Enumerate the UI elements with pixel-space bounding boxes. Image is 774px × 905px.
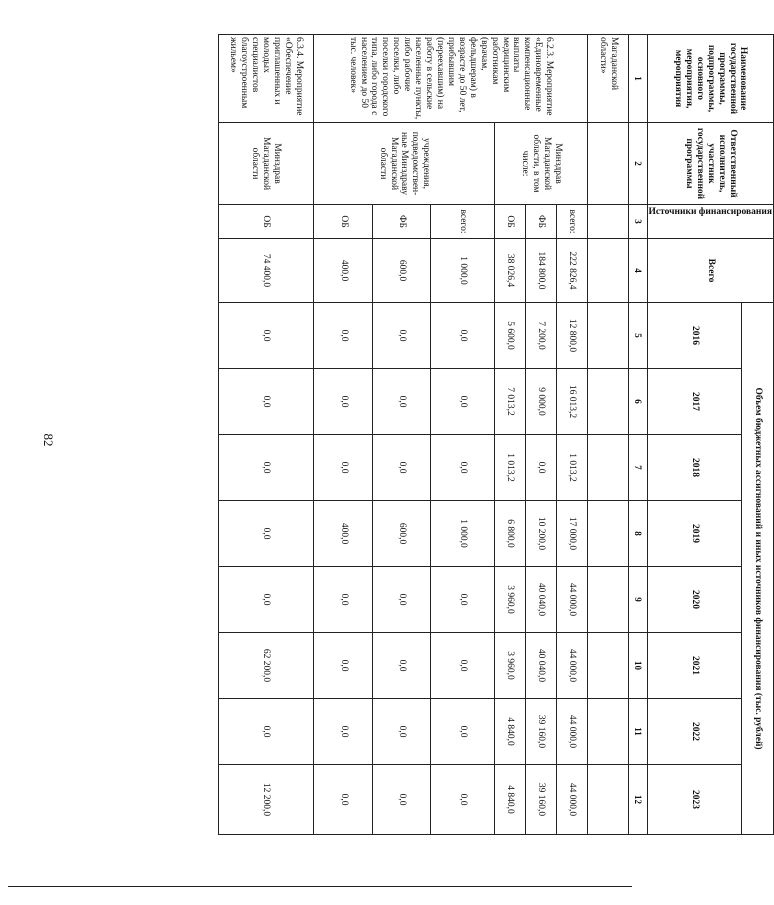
cell-value: [588, 501, 629, 567]
cell-value: 600,0: [373, 501, 430, 567]
row-executor: учреждения, подведомствен-ные Минздраву Магаданской области: [313, 123, 494, 205]
cell-value: 44 000,0: [557, 567, 588, 633]
row-source: ОБ: [218, 205, 313, 239]
cell-value: 0,0: [218, 501, 313, 567]
cell-value: [588, 435, 629, 501]
cell-value: 40 040,0: [526, 567, 557, 633]
funding-table: [218, 34, 774, 835]
cell-value: 0,0: [526, 435, 557, 501]
header-name: Наименование государственной программы, подпрограммы, основного мероприятия, мероприятия: [647, 35, 773, 123]
cell-value: 222 826,4: [557, 239, 588, 303]
rotated-table-container: [226, 34, 774, 834]
cell-value: 10 200,0: [526, 501, 557, 567]
column-number: 5: [628, 303, 647, 369]
row-source: ФБ: [373, 205, 430, 239]
cell-value: 44 000,0: [557, 765, 588, 835]
cell-value: 0,0: [218, 435, 313, 501]
row-executor: Минздрав Магаданской области: [218, 123, 313, 205]
header-year: 2019: [647, 501, 741, 567]
cell-value: 7 013,2: [495, 369, 526, 435]
row-source: всего:: [430, 205, 494, 239]
column-number: 1: [628, 35, 647, 123]
column-number: 4: [628, 239, 647, 303]
cell-value: 12 200,0: [218, 765, 313, 835]
cell-value: 1 000,0: [430, 239, 494, 303]
cell-value: 0,0: [430, 303, 494, 369]
cell-value: 0,0: [373, 567, 430, 633]
cell-value: 0,0: [373, 303, 430, 369]
column-number: 11: [628, 699, 647, 765]
header-year: 2020: [647, 567, 741, 633]
cell-value: [588, 699, 629, 765]
cell-value: 0,0: [313, 765, 373, 835]
cell-value: 17 000,0: [557, 501, 588, 567]
row-source: ОБ: [495, 205, 526, 239]
cell-value: 600,0: [373, 239, 430, 303]
cell-value: 0,0: [313, 303, 373, 369]
cell-value: 0,0: [373, 369, 430, 435]
page-number: 82: [41, 433, 56, 447]
cell-value: 0,0: [373, 765, 430, 835]
cell-value: 0,0: [313, 435, 373, 501]
cell-value: [588, 369, 629, 435]
cell-value: 44 000,0: [557, 633, 588, 699]
row-source: ФБ: [526, 205, 557, 239]
cell-value: [588, 567, 629, 633]
cell-value: 0,0: [430, 633, 494, 699]
cell-value: 0,0: [313, 567, 373, 633]
cell-value: 44 000,0: [557, 699, 588, 765]
header-year: 2022: [647, 699, 741, 765]
cell-value: 0,0: [373, 435, 430, 501]
column-number: 9: [628, 567, 647, 633]
header-year: 2016: [647, 303, 741, 369]
row-source: [588, 205, 629, 239]
header-year: 2021: [647, 633, 741, 699]
cell-value: 3 960,0: [495, 567, 526, 633]
cell-value: 9 000,0: [526, 369, 557, 435]
column-number: 10: [628, 633, 647, 699]
row-executor: [588, 123, 629, 205]
cell-value: 74 400,0: [218, 239, 313, 303]
column-number: 6: [628, 369, 647, 435]
cell-value: 0,0: [218, 699, 313, 765]
cell-value: 7 200,0: [526, 303, 557, 369]
cell-value: [588, 633, 629, 699]
cell-value: 0,0: [430, 567, 494, 633]
cell-value: [588, 239, 629, 303]
row-source: всего:: [557, 205, 588, 239]
cell-value: 0,0: [313, 369, 373, 435]
header-funding-group: Объем бюджетных ассигнований и иных источников финансирования (тыс. рублей): [741, 303, 773, 835]
cell-value: 1 013,2: [557, 435, 588, 501]
cell-value: 40 040,0: [526, 633, 557, 699]
row-source: ОБ: [313, 205, 373, 239]
cell-value: 3 960,0: [495, 633, 526, 699]
row-name: Магаданской области»: [588, 35, 629, 123]
header-executor: Ответственный исполнитель, участник государственной программы: [647, 123, 773, 205]
header-source: Источники финансирования: [647, 205, 773, 239]
column-number: 3: [628, 205, 647, 239]
cell-value: 400,0: [313, 239, 373, 303]
cell-value: 0,0: [313, 699, 373, 765]
cell-value: 0,0: [430, 369, 494, 435]
cell-value: 0,0: [430, 435, 494, 501]
cell-value: [588, 765, 629, 835]
cell-value: 0,0: [218, 567, 313, 633]
cell-value: 0,0: [430, 765, 494, 835]
cell-value: 5 600,0: [495, 303, 526, 369]
column-number: 7: [628, 435, 647, 501]
cell-value: 38 026,4: [495, 239, 526, 303]
cell-value: 400,0: [313, 501, 373, 567]
cell-value: 0,0: [313, 633, 373, 699]
cell-value: 1 000,0: [430, 501, 494, 567]
cell-value: 184 800,0: [526, 239, 557, 303]
column-number: 8: [628, 501, 647, 567]
header-year: 2018: [647, 435, 741, 501]
header-total: Всего: [647, 239, 773, 303]
cell-value: [588, 303, 629, 369]
cell-value: 39 160,0: [526, 699, 557, 765]
header-year: 2017: [647, 369, 741, 435]
cell-value: 6 800,0: [495, 501, 526, 567]
page-bottom-rule: [8, 886, 632, 887]
cell-value: 0,0: [430, 699, 494, 765]
column-number: 12: [628, 765, 647, 835]
column-number: 2: [628, 123, 647, 205]
cell-value: 16 013,2: [557, 369, 588, 435]
header-year: 2023: [647, 765, 741, 835]
cell-value: 0,0: [373, 633, 430, 699]
row-executor: Минздрав Магаданской области, в том числе:: [495, 123, 588, 205]
row-name: 6.3.4. Мероприятие «Обеспечение приглашенных и молодых специалистов благоустроенным жильем»: [218, 35, 313, 123]
cell-value: 0,0: [218, 369, 313, 435]
cell-value: 1 013,2: [495, 435, 526, 501]
cell-value: 39 160,0: [526, 765, 557, 835]
cell-value: 12 800,0: [557, 303, 588, 369]
cell-value: 4 840,0: [495, 699, 526, 765]
row-name: 6.2.3. Мероприятие «Единовременные компенсационные выплаты медицинским работникам (врачам, фельдшерам) в возрасте до 50 лет, прибывшим (переехавшим) на работу в сельские населенные пункты, либо рабочие поселки, либо поселки городского типа, либо города с населением до 50 тыс. человек»: [313, 35, 587, 123]
cell-value: 0,0: [218, 303, 313, 369]
cell-value: 62 200,0: [218, 633, 313, 699]
cell-value: 4 840,0: [495, 765, 526, 835]
cell-value: 0,0: [373, 699, 430, 765]
